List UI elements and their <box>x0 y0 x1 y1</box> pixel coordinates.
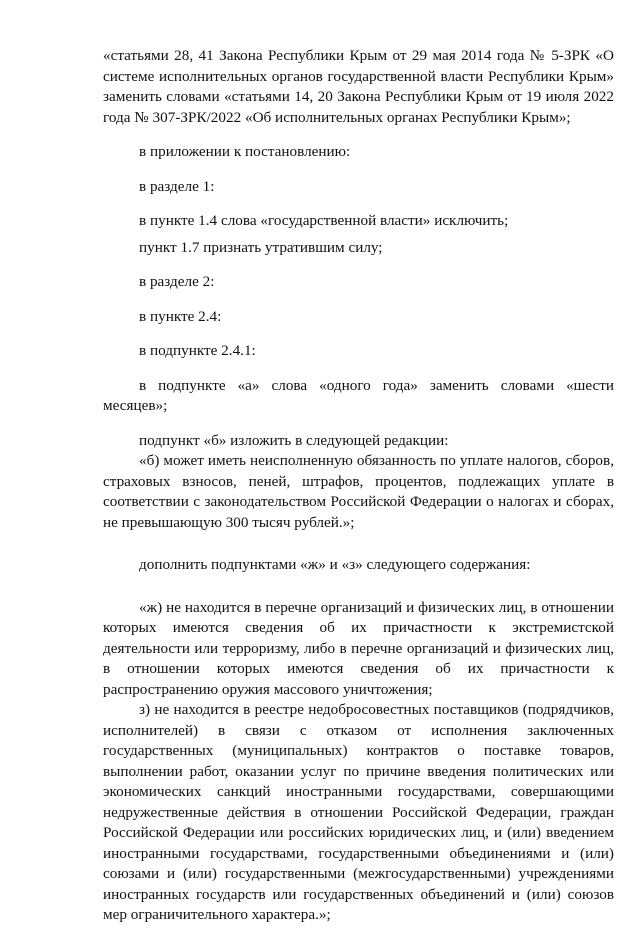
paragraph-amendment-articles: «статьями 28, 41 Закона Республики Крым от 29 мая 2014 года № 5-ЗРК «О системе исполнительных органов государственной власти Республики Крым» заменить словами «статьями 14, 20 Закона Республики Крым от 19 июля 2022 года № 307-ЗРК/2022 «Об исполнительных органах Республики Крым»; <box>103 47 614 126</box>
paragraph-subitem-b-text: «б) может иметь неисполненную обязанность по уплате налогов, сборов, страховых взносов, пеней, штрафов, процентов, подлежащих уплате в соответствии с законодательством Российской Федерации о налогах и сборах, не превышающую 300 тысяч рублей.»; <box>103 452 614 531</box>
paragraph-item-1-4: в пункте 1.4 слова «государственной власти» исключить; <box>139 212 509 229</box>
paragraph-section-2: в разделе 2: <box>139 273 215 290</box>
paragraph-item-2-4: в пункте 2.4: <box>139 307 222 325</box>
paragraph-add-subitems: дополнить подпунктами «ж» и «з» следующего содержания: <box>139 556 531 573</box>
paragraph-annex-intro: в приложении к постановлению: <box>139 143 351 160</box>
paragraph-subitem-2-4-1: в подпункте 2.4.1: <box>139 342 256 359</box>
paragraph-subitem-z: з) не находится в реестре недобросовестных поставщиков (подрядчиков, исполнителей) в связи с отказом от исполнения заключенных государственных (муниципальных) контрактов о поставке товаров, выполнении работ, оказании услуг по причине введения политических или экономических санкций иностранными государствами, совершающими недружественные действия в отношении Российской Федерации, граждан Российской Федерации или российских юридических лиц, и (или) введением иностранными государствами, государственными объединениями и (или) союзами и (или) государственными (межгосударственными) учреждениями иностранных государств или государственных объединений и (или) союзов мер ограничительного характера.»; <box>103 701 614 923</box>
paragraph-item-1-7: пункт 1.7 признать утратившим силу; <box>139 238 383 256</box>
paragraph-subitem-zh: «ж) не находится в перечне организаций и физических лиц, в отношении которых имеются сведения об их причастности к экстремистской деятельности или терроризму, либо в перечне организаций и физических лиц, в отношении которых имеются сведения об их причастности к распространению оружия массового уничтожения; <box>103 598 614 698</box>
document-page <box>103 46 614 926</box>
paragraph-subitem-a: в подпункте «а» слова «одного года» заменить словами «шести месяцев»; <box>103 376 614 414</box>
paragraph-section-1: в разделе 1: <box>139 177 215 195</box>
paragraph-subitem-b-intro: подпункт «б» изложить в следующей редакции: <box>139 431 449 449</box>
